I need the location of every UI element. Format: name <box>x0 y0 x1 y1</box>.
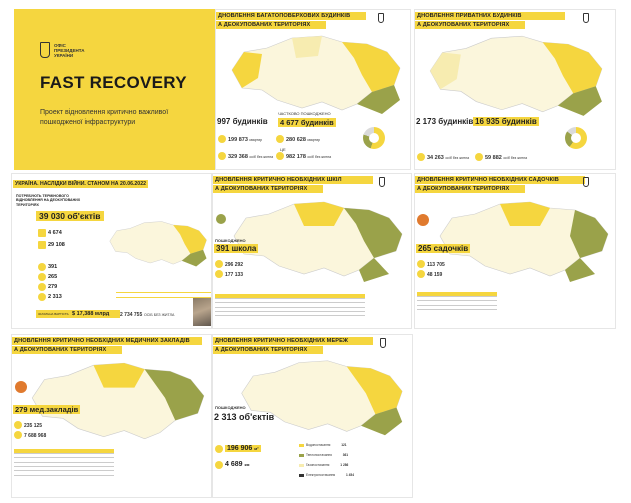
legend-gas-value: 1 286 <box>340 463 349 467</box>
apartments-sub-d-unit: осіб без житла <box>307 155 332 159</box>
trident-icon <box>380 338 386 348</box>
building-icon <box>38 229 46 237</box>
apartments-sub-c-unit: квартир <box>307 138 321 142</box>
kindergarten-icon <box>38 273 46 281</box>
legend-heat-value: 361 <box>342 453 349 457</box>
slide-schools[interactable] <box>212 173 412 329</box>
legend-electric <box>299 473 354 477</box>
private-sub-a: 34 263 <box>427 155 444 161</box>
ukraine-map <box>223 196 409 286</box>
trident-icon <box>40 42 50 58</box>
legend-electric-label: Електропостачання <box>306 473 336 477</box>
office-logo <box>583 177 609 189</box>
summary-total: 39 030 об'єктів <box>36 211 104 221</box>
cover-org-line-1: ОФІС <box>54 43 66 48</box>
cover-org-line-3: УКРАЇНИ <box>54 53 74 59</box>
trident-icon <box>378 13 384 23</box>
bullet-icon <box>215 461 223 469</box>
slide-title-line-1: ДНОВЛЕННЯ КРИТИЧНО НЕОБХІДНИХ МЕРЕЖ <box>215 338 349 344</box>
summary-cost-label: ЗАГАЛЬНА ВАРТІСТЬ <box>38 312 69 316</box>
trident-icon <box>379 177 385 187</box>
legend-electric-value: 1 454 <box>345 473 354 477</box>
medical-sub-b: 7 688 968 <box>24 433 47 439</box>
networks-label: ПОШКОДЖЕНО <box>215 405 246 410</box>
legend-water-label: Водопостачання <box>306 443 331 447</box>
bullet-icon <box>218 152 226 160</box>
summary-row-1: 29 108 <box>48 242 65 248</box>
school-icon <box>216 214 226 224</box>
kindergartens-total: 265 садочків <box>418 244 469 253</box>
slide-title-line-2: А ДЕОКУПОВАНИХ ТЕРИТОРІЯХ <box>215 347 308 353</box>
kindergartens-table <box>417 292 497 310</box>
slide-title-line-2: А ДЕОКУПОВАНИХ ТЕРИТОРІЯХ <box>215 186 308 192</box>
summary-row-4: 279 <box>48 284 58 290</box>
summary-needs-line-3: ТЕРИТОРІЯХ <box>16 202 39 207</box>
bullet-icon <box>215 260 223 268</box>
house-icon <box>38 241 46 249</box>
slide-private-houses[interactable] <box>414 9 616 170</box>
slide-title-line-1: ДНОВЛЕННЯ БАГАТОПОВЕРХОВИХ БУДИНКІВ <box>218 13 351 19</box>
cover-subtitle-line-1: Проект відновлення критично важливої <box>40 109 169 116</box>
ukraine-map <box>429 196 615 286</box>
network-icon <box>38 293 46 301</box>
summary-cost-bar <box>36 310 120 318</box>
ukraine-map <box>104 214 210 274</box>
office-logo <box>583 13 609 25</box>
bullet-icon <box>417 270 425 278</box>
slide-title-line-2: А ДЕОКУПОВАНИХ ТЕРИТОРІЯХ <box>218 22 311 28</box>
cover-subtitle-line-2: пошкодженої інфраструктури <box>40 119 136 126</box>
ukraine-map <box>222 30 406 120</box>
hospital-icon <box>38 283 46 291</box>
networks-sub-b: 4 689 <box>225 461 243 468</box>
slide-summary[interactable] <box>11 173 212 329</box>
kindergartens-sub-a: 113 705 <box>427 262 445 268</box>
legend-gas-label: Газопостачання <box>306 463 330 467</box>
schools-sub-a: 296 292 <box>225 262 244 268</box>
private-sub-a-unit: осіб без житла <box>445 156 470 160</box>
office-logo <box>379 177 405 189</box>
medical-total: 279 мед.закладів <box>15 405 79 414</box>
slide-apartments[interactable] <box>215 9 411 170</box>
cover-logo <box>40 42 100 64</box>
slide-title-line-2: А ДЕОКУПОВАНИХ ТЕРИТОРІЯХ <box>14 347 107 353</box>
trident-icon <box>583 13 589 23</box>
office-logo <box>380 338 406 350</box>
apartments-sub-d: 982 178 <box>286 154 306 160</box>
slide-title-line-2: А ДЕОКУПОВАНИХ ТЕРИТОРІЯХ <box>417 22 510 28</box>
destruction-photo <box>193 298 212 326</box>
cover-org-line-2: ПРЕЗИДЕНТА <box>54 48 85 54</box>
bullet-icon <box>417 153 425 161</box>
school-icon <box>38 263 46 271</box>
apartments-sub-b: 329 368 <box>228 154 248 160</box>
kindergartens-sub-b: 48 159 <box>427 272 443 278</box>
slide-title-line-1: ДНОВЛЕННЯ КРИТИЧНО НЕОБХІДНИХ САДОЧКІВ <box>417 177 559 183</box>
apartments-sub-a-unit: квартир <box>249 138 263 142</box>
apartments-sub-b-unit: осіб без житла <box>249 155 274 159</box>
apartments-partial: 4 677 будинків <box>280 118 334 127</box>
kindergarten-icon <box>417 214 429 226</box>
summary-people-label: ОСІБ БЕЗ ЖИТЛА <box>144 313 175 317</box>
apartments-sub-c: 280 628 <box>286 137 306 143</box>
slide-networks[interactable] <box>212 334 413 498</box>
networks-total: 2 313 об'єктів <box>214 412 275 422</box>
summary-row-3: 265 <box>48 274 58 280</box>
legend-heat <box>299 453 348 457</box>
legend-gas <box>299 463 348 467</box>
slide-cover[interactable] <box>14 9 215 170</box>
medical-table <box>14 449 114 476</box>
legend-water <box>299 443 347 447</box>
summary-needs-line-1: ПОТРЕБУЮТЬ ТЕРМІНОВОГО <box>16 194 69 198</box>
networks-sub-b-unit: км <box>244 462 250 467</box>
slide-title-line-1: ДНОВЛЕННЯ КРИТИЧНО НЕОБХІДНИХ МЕДИЧНИХ ЗАКЛАДІВ <box>14 338 190 344</box>
summary-people: 2 734 755 <box>120 312 143 318</box>
summary-row-5: 2 313 <box>48 294 62 300</box>
office-logo <box>378 13 404 25</box>
ukraine-map <box>22 357 210 449</box>
schools-sub-b: 177 133 <box>225 272 244 278</box>
apartments-partial-label: ЧАСТКОВО ПОШКОДЖЕНО <box>278 111 331 116</box>
apartments-sub-d-prefix: ЦЕ <box>280 147 286 152</box>
summary-needs-line-2: ВІДНОВЛЕННЯ НА ДЕОКУПОВАНИХ <box>16 198 81 203</box>
slide-title-line-1: ДНОВЛЕННЯ ПРИВАТНИХ БУДИНКІВ <box>417 13 522 19</box>
private-total: 2 173 будинків <box>416 117 474 126</box>
slide-header <box>12 337 211 357</box>
ukraine-map <box>419 30 609 122</box>
bullet-icon <box>218 135 226 143</box>
bullet-icon <box>276 135 284 143</box>
apartments-sub-a: 199 873 <box>228 137 248 143</box>
slide-kindergartens[interactable] <box>414 173 616 329</box>
slide-title-line-2: А ДЕОКУПОВАНИХ ТЕРИТОРІЯХ <box>417 186 510 192</box>
cover-title: FAST RECOVERY <box>40 73 187 92</box>
private-partial: 16 935 будинків <box>475 117 537 126</box>
summary-row-2: 391 <box>48 264 58 270</box>
trident-icon <box>583 177 589 187</box>
bullet-icon <box>14 421 22 429</box>
summary-row-0: 4 674 <box>48 230 62 236</box>
networks-sub-a: 196 906 <box>227 445 253 452</box>
apartments-total: 997 будинків <box>217 117 268 126</box>
private-sub-b: 59 882 <box>485 155 502 161</box>
hospital-icon <box>15 381 27 393</box>
ukraine-map <box>227 355 413 441</box>
legend-water-value: 121 <box>341 443 347 447</box>
summary-cost: $ 17,388 млрд <box>72 311 110 317</box>
donut-chart <box>363 127 385 149</box>
slide-medical[interactable] <box>11 334 212 498</box>
bullet-icon <box>215 445 223 453</box>
bullet-icon <box>417 260 425 268</box>
private-sub-b-unit: осіб без житла <box>503 156 528 160</box>
bullet-icon <box>215 270 223 278</box>
legend-heat-label: Теплопостачання <box>306 453 332 457</box>
medical-sub-a: 235 125 <box>24 423 43 429</box>
schools-table <box>215 294 365 316</box>
bullet-icon <box>14 431 22 439</box>
bullet-icon <box>475 153 483 161</box>
donut-chart <box>565 127 587 149</box>
schools-label: ПОШКОДЖЕНО <box>215 238 246 243</box>
slide-title-line-1: ДНОВЛЕННЯ КРИТИЧНО НЕОБХІДНИХ ШКІЛ <box>215 177 342 183</box>
networks-sub-a-unit: м² <box>254 446 259 451</box>
summary-title: УКРАЇНА. НАСЛІДКИ ВІЙНИ. СТАНОМ НА 20.06.2022 <box>15 181 146 187</box>
bullet-icon <box>276 152 284 160</box>
schools-total: 391 школа <box>216 244 257 253</box>
